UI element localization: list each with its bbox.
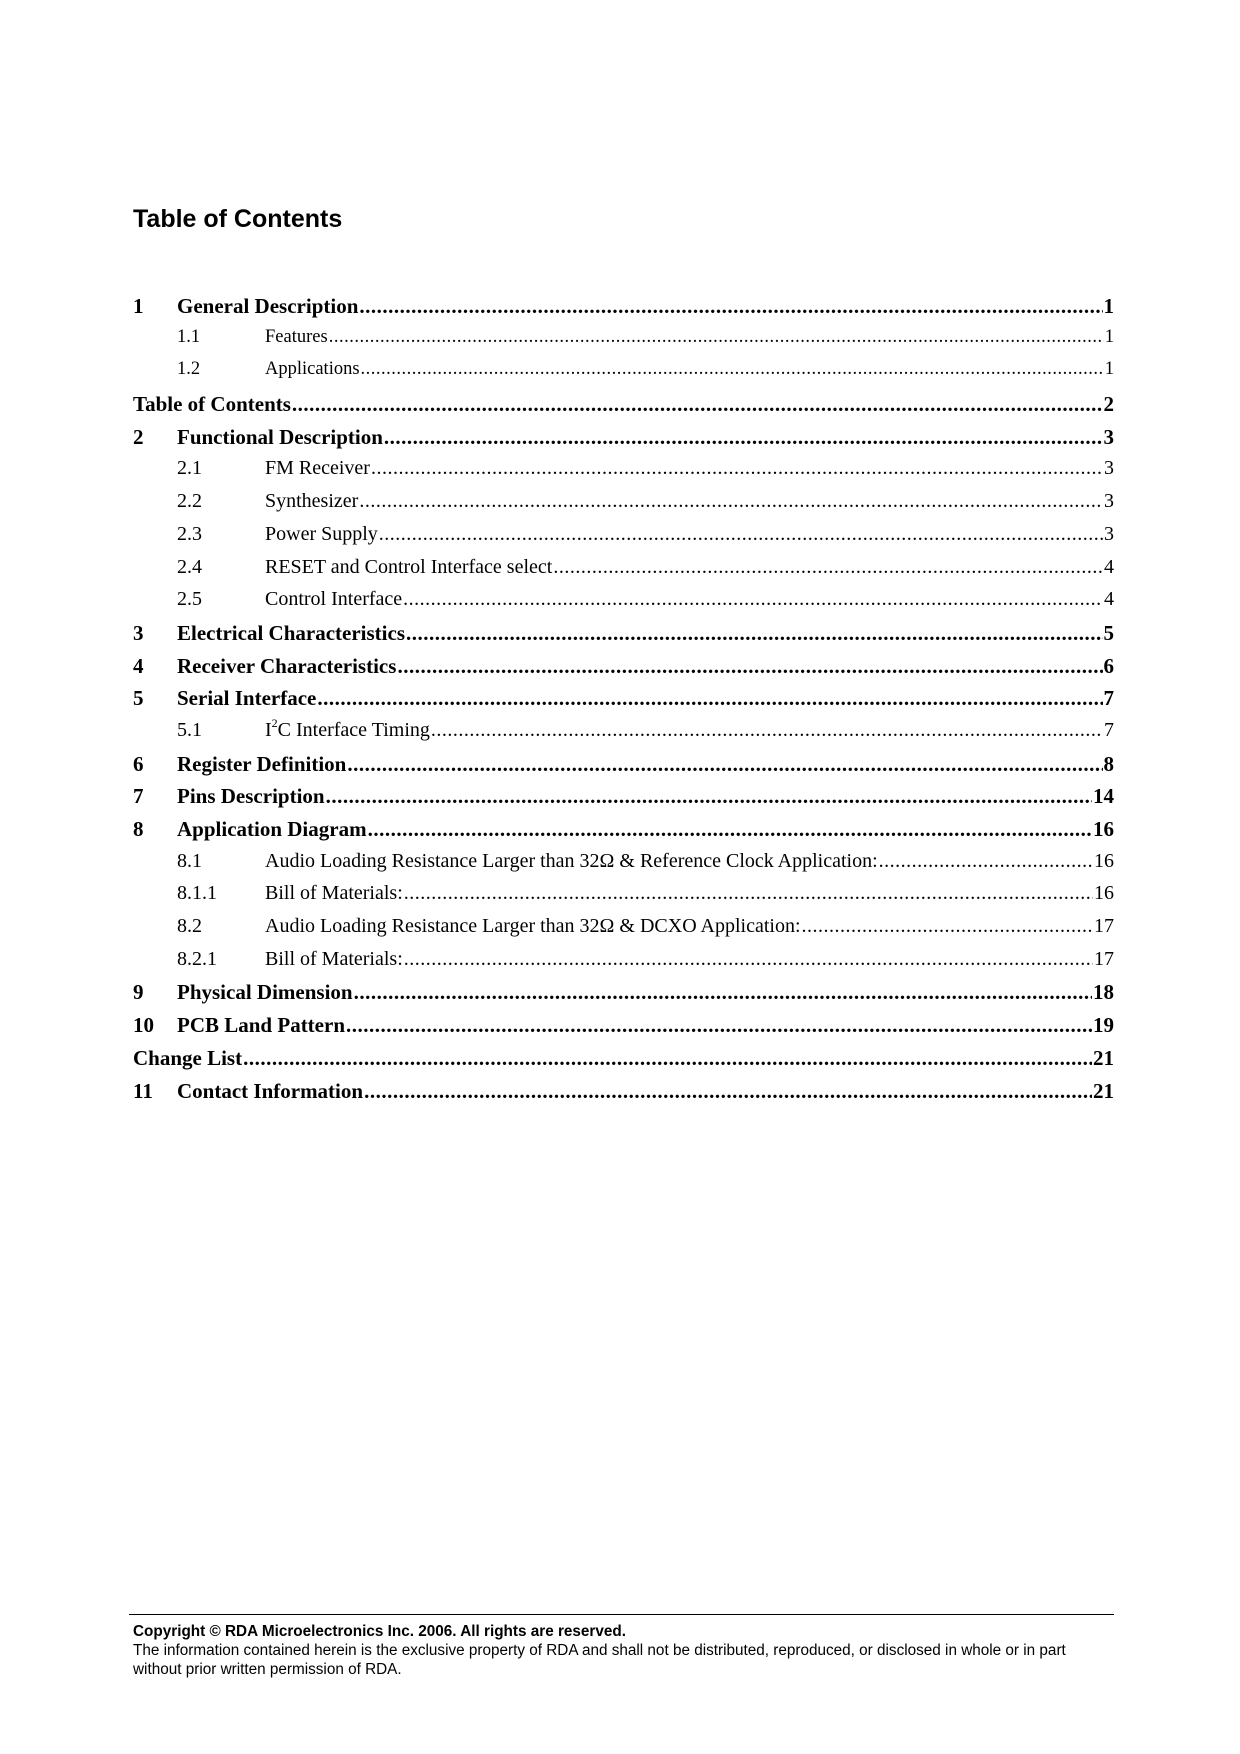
dot-leader <box>431 719 1103 742</box>
toc-entry-page: 14 <box>1093 784 1114 809</box>
toc-entry-label: General Description <box>177 294 359 318</box>
toc-entry-number: 2.1 <box>177 457 202 480</box>
dot-leader <box>553 556 1103 579</box>
toc-entry-page: 17 <box>1094 915 1114 938</box>
toc-entry-number: 3 <box>133 620 144 645</box>
toc-entry-number: 7 <box>133 784 144 809</box>
toc-entry[interactable] <box>133 686 1114 719</box>
toc-entry-page: 1 <box>1103 294 1114 318</box>
toc-entry-label: Synthesizer <box>265 490 359 513</box>
toc-entry-label: FM Receiver <box>265 457 370 480</box>
dot-leader <box>397 654 1102 679</box>
toc-entry-label: Audio Loading Resistance Larger than 32Ω & Reference Clock Application: <box>265 849 878 872</box>
toc-entry[interactable] <box>133 1079 1114 1112</box>
toc-entry-label: Functional Description <box>177 424 383 449</box>
dot-leader <box>326 784 1092 809</box>
toc-entry-number: 8.2 <box>177 915 202 938</box>
toc-entry-label: Register Definition <box>177 751 347 776</box>
toc-entry-label: Pins Description <box>177 784 325 809</box>
toc-entry-number: 10 <box>133 1013 154 1038</box>
dot-leader <box>379 523 1103 546</box>
toc-entry-number: 8.1.1 <box>177 882 217 905</box>
toc-entry-label: Table of Contents <box>133 392 291 417</box>
dot-leader <box>384 425 1103 450</box>
toc-entry-page: 3 <box>1104 490 1114 513</box>
dot-leader <box>361 359 1104 380</box>
toc-entry-number: 6 <box>133 751 144 776</box>
copyright-notice: Copyright © RDA Microelectronics Inc. 2006. All rights are reserved. <box>133 1623 626 1640</box>
toc-entry-page: 4 <box>1104 588 1114 611</box>
dot-leader <box>404 948 1093 971</box>
dot-leader <box>368 817 1092 842</box>
toc-entry-label: Features <box>265 326 328 347</box>
toc-entry-number: 2 <box>133 424 144 449</box>
toc-entry[interactable] <box>133 752 1114 785</box>
toc-entry-label-prefix: I <box>265 718 272 741</box>
toc-entry-label: Audio Loading Resistance Larger than 32Ω & DCXO Application: <box>265 915 801 938</box>
toc-entry-number: 9 <box>133 980 144 1005</box>
dot-leader <box>802 915 1093 938</box>
toc-entry-page: 1 <box>1104 359 1114 380</box>
dot-leader <box>359 294 1102 319</box>
toc-entry-page: 6 <box>1103 653 1114 678</box>
dot-leader <box>406 621 1103 646</box>
toc-entry-page: 17 <box>1094 947 1114 970</box>
toc-entry[interactable] <box>133 915 1114 948</box>
dot-leader <box>292 392 1103 417</box>
toc-entry[interactable] <box>133 490 1114 523</box>
toc-entry-label: Change List <box>133 1045 243 1070</box>
toc-entry[interactable] <box>133 817 1114 850</box>
toc-entry-number: 1.2 <box>177 359 201 380</box>
page-title: Table of Contents <box>133 205 343 233</box>
dot-leader <box>346 1013 1092 1038</box>
toc-entry-label: Power Supply <box>265 522 378 545</box>
toc-entry-page: 21 <box>1093 1045 1114 1070</box>
toc-entry-number: 8 <box>133 817 144 841</box>
toc-entry-label-rest: C Interface Timing <box>277 718 430 741</box>
toc-entry-page: 3 <box>1104 457 1114 480</box>
toc-entry-number: 2.3 <box>177 522 202 545</box>
toc-entry-label: Serial Interface <box>177 686 317 711</box>
dot-leader <box>329 327 1104 348</box>
toc-entry-label: Bill of Materials: <box>265 947 403 970</box>
toc-entry-page: 16 <box>1093 817 1114 841</box>
toc-entry-page: 18 <box>1093 980 1114 1005</box>
toc-entry[interactable] <box>133 327 1114 360</box>
toc-entry[interactable] <box>133 457 1114 490</box>
toc-entry[interactable] <box>133 1046 1114 1079</box>
dot-leader <box>354 980 1092 1005</box>
dot-leader <box>403 588 1103 611</box>
toc-entry-number: 4 <box>133 653 144 678</box>
dot-leader <box>364 1079 1092 1104</box>
dot-leader <box>317 686 1102 711</box>
toc-entry[interactable] <box>133 359 1114 392</box>
dot-leader <box>371 457 1103 480</box>
toc-entry-label: Electrical Characteristics <box>177 620 405 645</box>
toc-entry-label: Bill of Materials: <box>265 882 403 905</box>
toc-entry-number: 1.1 <box>177 326 201 347</box>
toc-entry-label: RESET and Control Interface select <box>265 555 553 578</box>
toc-entry-label: Applications <box>265 359 360 380</box>
toc-entry-number: 2.5 <box>177 588 202 611</box>
toc-entry-label: PCB Land Pattern <box>177 1013 345 1038</box>
toc-entry-label: Contact Information <box>177 1078 364 1103</box>
toc-entry[interactable] <box>133 715 1114 752</box>
toc-entry[interactable] <box>133 523 1114 556</box>
toc-entry[interactable] <box>133 654 1114 687</box>
toc-entry[interactable] <box>133 1013 1114 1046</box>
toc-entry-number: 8.1 <box>177 849 202 872</box>
toc-entry[interactable] <box>133 980 1114 1013</box>
dot-leader <box>347 752 1102 777</box>
toc-entry-number: 5 <box>133 686 144 711</box>
toc-entry-page: 16 <box>1094 849 1114 872</box>
toc-entry-page: 19 <box>1093 1013 1114 1038</box>
toc-entry-number: 5.1 <box>177 718 202 741</box>
toc-entry[interactable] <box>133 882 1114 915</box>
confidentiality-notice: The information contained herein is the exclusive property of RDA and shall not be distributed, reproduced, or disclosed in whole or in part without prior written permission of RDA. <box>133 1642 1066 1678</box>
toc-entry-page: 7 <box>1104 718 1114 741</box>
toc-entry-label: Application Diagram <box>177 817 367 841</box>
toc-entry-label <box>265 715 430 742</box>
toc-entry-page: 1 <box>1104 326 1114 347</box>
toc-entry-label: Physical Dimension <box>177 980 353 1005</box>
toc-entry[interactable] <box>133 425 1114 458</box>
toc-entry-number: 8.2.1 <box>177 947 217 970</box>
toc-entry-page: 2 <box>1103 392 1114 417</box>
toc-entry[interactable] <box>133 621 1114 654</box>
toc-entry[interactable] <box>133 588 1114 621</box>
toc-entry-number: 11 <box>133 1078 153 1103</box>
toc-entry-number: 2.2 <box>177 490 202 513</box>
toc-entry-page: 21 <box>1093 1078 1114 1103</box>
toc-entry[interactable] <box>133 556 1114 589</box>
footer-divider <box>129 1614 1114 1615</box>
toc-entry-page: 3 <box>1104 522 1114 545</box>
toc-entry[interactable] <box>133 948 1114 981</box>
dot-leader <box>404 882 1093 905</box>
toc-entry-page: 8 <box>1103 751 1114 776</box>
table-of-contents <box>133 294 1114 1111</box>
toc-entry-page: 3 <box>1103 424 1114 449</box>
toc-entry[interactable] <box>133 392 1114 425</box>
toc-entry-page: 4 <box>1104 555 1114 578</box>
toc-entry[interactable] <box>133 850 1114 883</box>
toc-entry-label-superscript: 2 <box>271 715 278 730</box>
toc-entry-page: 16 <box>1094 882 1114 905</box>
toc-entry-label: Receiver Characteristics <box>177 653 397 678</box>
toc-entry-number: 2.4 <box>177 555 202 578</box>
toc-entry[interactable] <box>133 294 1114 327</box>
dot-leader <box>359 490 1103 513</box>
toc-entry-page: 7 <box>1103 686 1114 711</box>
toc-entry-page: 5 <box>1103 620 1114 645</box>
dot-leader <box>243 1046 1092 1071</box>
toc-entry-number: 1 <box>133 294 144 318</box>
page-footer <box>133 1622 1115 1679</box>
toc-entry[interactable] <box>133 784 1114 817</box>
dot-leader <box>879 850 1093 873</box>
toc-entry-label: Control Interface <box>265 588 403 611</box>
